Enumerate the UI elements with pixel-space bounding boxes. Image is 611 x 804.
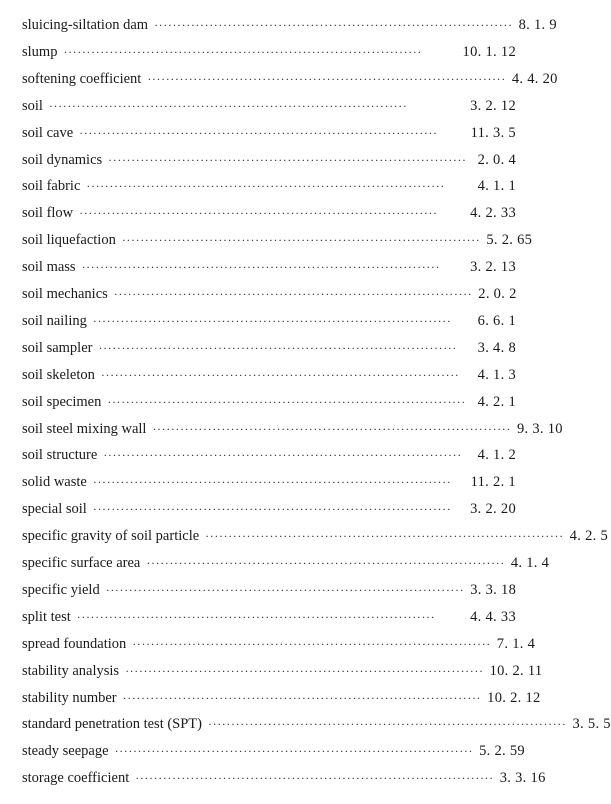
dot-leader: ··············································································	[79, 125, 438, 140]
dot-leader: ··············································································	[108, 152, 467, 167]
dot-leader: ··············································································	[121, 233, 481, 248]
index-term: slump	[22, 43, 58, 60]
index-reference: 3. 3. 16	[499, 770, 546, 787]
index-reference: 6. 6. 1	[477, 312, 516, 329]
index-term: stability number	[22, 689, 117, 706]
index-entry	[22, 660, 543, 680]
index-term: soil sampler	[22, 339, 93, 356]
index-reference: 9. 3. 10	[516, 420, 563, 437]
index-entry	[22, 256, 516, 276]
index-entry	[22, 606, 516, 626]
index-term: soil fabric	[22, 178, 81, 195]
index-entry	[22, 310, 516, 330]
dot-leader: ··············································································	[48, 98, 408, 113]
index-reference: 11. 2. 1	[470, 474, 516, 491]
index-reference: 4. 1. 2	[477, 447, 516, 464]
index-reference: 3. 2. 20	[470, 501, 516, 518]
index-term: standard penetration test (SPT)	[22, 716, 202, 733]
index-term: soil steel mixing wall	[22, 420, 147, 437]
index-entry	[22, 41, 516, 61]
index-entry	[22, 337, 516, 357]
dot-leader: ··············································································	[92, 502, 452, 517]
dot-leader: ··············································································	[100, 367, 460, 382]
index-term: split test	[22, 608, 71, 625]
index-term: soil	[22, 97, 43, 114]
index-entry	[22, 68, 558, 88]
index-reference: 2. 0. 4	[477, 151, 516, 168]
dot-leader: ··············································································	[152, 421, 511, 436]
index-reference: 8. 1. 9	[518, 17, 557, 33]
index-entry	[22, 14, 557, 34]
dot-leader: ··············································································	[205, 529, 564, 544]
index-entry	[22, 525, 609, 545]
index-reference: 3. 2. 13	[470, 259, 516, 276]
index-reference: 11. 3. 5	[470, 124, 516, 141]
dot-leader: ··············································································	[208, 717, 567, 732]
index-term: softening coefficient	[22, 70, 142, 87]
index-entry	[22, 95, 516, 115]
dot-leader: ··············································································	[92, 313, 452, 328]
index-entry	[22, 444, 516, 464]
index-entry	[22, 364, 516, 384]
index-term: specific surface area	[22, 555, 141, 571]
index-entry	[22, 149, 516, 169]
index-reference: 3. 2. 12	[470, 97, 516, 114]
index-reference: 4. 2. 33	[470, 205, 516, 222]
index-term: solid waste	[22, 474, 87, 491]
index-term: soil cave	[22, 124, 74, 141]
index-term: soil flow	[22, 205, 74, 222]
index-term: soil mass	[22, 259, 76, 276]
index-reference: 4. 1. 3	[477, 366, 516, 383]
index-term: soil liquefaction	[22, 232, 116, 249]
index-entry	[22, 391, 516, 411]
dot-leader: ··············································································	[92, 475, 452, 490]
index-term: steady seepage	[22, 743, 109, 760]
index-reference: 4. 2. 1	[477, 393, 516, 410]
dot-leader: ··············································································	[122, 690, 482, 705]
index-entry	[22, 740, 525, 760]
dot-leader: ··············································································	[132, 636, 491, 651]
index-reference: 10. 2. 11	[489, 662, 543, 679]
dot-leader: ··············································································	[79, 206, 438, 221]
dot-leader: ··············································································	[103, 448, 462, 463]
dot-leader: ··············································································	[107, 394, 466, 409]
dot-leader: ··············································································	[105, 582, 465, 597]
index-reference: 3. 3. 18	[470, 581, 517, 598]
index-term: special soil	[22, 501, 87, 518]
index-entry	[22, 175, 516, 195]
index-reference: 4. 4. 33	[470, 608, 516, 625]
index-entry	[22, 229, 533, 249]
dot-leader: ··············································································	[125, 663, 484, 678]
dot-leader: ··············································································	[147, 71, 506, 86]
index-reference: 3. 4. 8	[477, 339, 516, 356]
dot-leader: ··············································································	[63, 44, 422, 59]
index-reference: 5. 2. 65	[486, 232, 533, 249]
index-entry	[22, 418, 563, 438]
index-entry	[22, 122, 516, 142]
index-reference: 5. 2. 59	[479, 743, 525, 760]
index-term: stability analysis	[22, 662, 120, 679]
index-term: soil nailing	[22, 312, 87, 329]
dot-leader: ··············································································	[146, 556, 505, 570]
dot-leader: ··············································································	[76, 609, 436, 624]
index-term: soil mechanics	[22, 286, 108, 302]
index-entry	[22, 579, 516, 599]
index-term: soil structure	[22, 447, 98, 464]
dot-leader: ··············································································	[98, 340, 457, 355]
index-entry	[22, 687, 541, 707]
index-entry	[22, 767, 546, 787]
index-entry	[22, 471, 516, 491]
dot-leader: ··············································································	[113, 287, 473, 301]
index-entry	[22, 202, 516, 222]
index-reference: 10. 1. 12	[462, 43, 516, 60]
dot-leader: ··············································································	[154, 18, 513, 32]
index-term: soil dynamics	[22, 151, 103, 168]
index-term: storage coefficient	[22, 770, 130, 787]
index-entry	[22, 552, 550, 572]
dot-leader: ··············································································	[135, 771, 494, 786]
index-reference: 10. 2. 12	[487, 689, 541, 706]
dot-leader: ··············································································	[81, 260, 441, 275]
index-reference: 4. 1. 4	[510, 555, 550, 571]
dot-leader: ··············································································	[114, 744, 474, 759]
index-term: soil skeleton	[22, 366, 95, 383]
index-entry	[22, 633, 536, 653]
index-reference: 7. 1. 4	[496, 635, 536, 652]
index-reference: 2. 0. 2	[478, 286, 517, 302]
index-reference: 4. 2. 5	[569, 528, 609, 545]
index-entry	[22, 283, 516, 303]
index-term: specific yield	[22, 581, 100, 598]
index-entry	[22, 713, 611, 733]
index-term: soil specimen	[22, 393, 102, 410]
index-reference: 3. 5. 5	[572, 716, 611, 733]
dot-leader: ··············································································	[86, 179, 445, 194]
index-reference: 4. 1. 1	[477, 178, 516, 195]
index-entry	[22, 498, 516, 518]
index-reference: 4. 4. 20	[511, 70, 558, 87]
index-term: specific gravity of soil particle	[22, 528, 200, 545]
index-term: spread foundation	[22, 635, 127, 652]
index-term: sluicing-siltation dam	[22, 17, 149, 33]
